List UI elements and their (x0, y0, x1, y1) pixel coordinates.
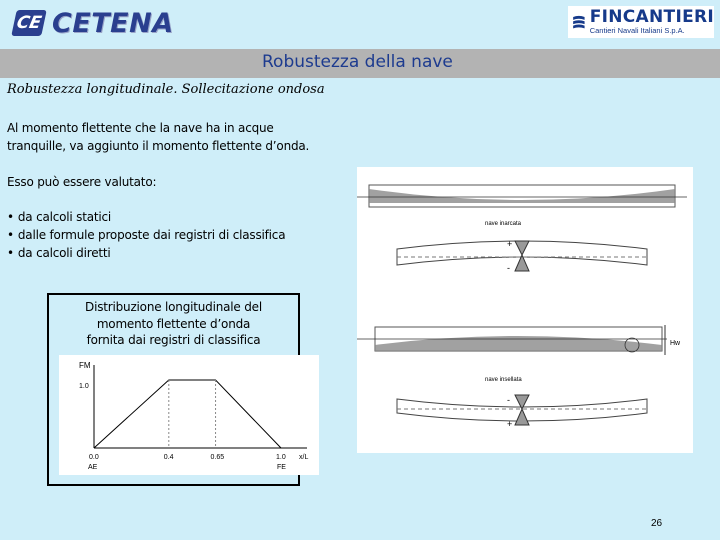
plus-sign: + (507, 419, 513, 429)
minus-sign: - (507, 263, 510, 273)
method-list (7, 208, 285, 262)
bending-moment-graph (59, 355, 319, 475)
page-title: Robustezza della nave (262, 52, 453, 72)
graph-x-tick: 0.0 (89, 454, 99, 461)
distribution-box (47, 293, 309, 486)
cetena-logo (14, 8, 174, 38)
fincantieri-emblem-icon (571, 11, 587, 33)
graph-y-label: FM (79, 361, 91, 370)
fincantieri-subtitle: Cantieri Navali Italiani S.p.A. (589, 26, 685, 35)
intro-line-2: tranquille, va aggiunto il momento flettente d’onda. (7, 139, 310, 153)
list-item: • da calcoli diretti (7, 244, 285, 262)
wave-height-label: Hw (670, 340, 681, 347)
wave-profile-trough (375, 336, 662, 351)
graph-ae-label: AE (88, 464, 98, 471)
page-number: 26 (651, 518, 663, 529)
list-item: • da calcoli statici (7, 208, 285, 226)
list-item: • dalle formule proposte dai registri di classifica (7, 226, 285, 244)
intro-line-1: Al momento flettente che la nave ha in acque (7, 121, 274, 135)
cetena-logo-mark: CE (11, 10, 47, 36)
distribution-caption (49, 299, 298, 349)
minus-sign: - (507, 395, 510, 405)
wave-profile-crest (369, 189, 675, 203)
hogging-stress-top (515, 241, 529, 255)
graph-x-label: x/L (299, 454, 309, 461)
sagging-stress-bottom (515, 409, 529, 425)
fincantieri-logo (568, 6, 714, 38)
distribution-caption-line-1: Distribuzione longitudinale del (85, 300, 262, 314)
evaluation-paragraph: Esso può essere valutato: (7, 175, 157, 189)
graph-x-tick: 0.4 (163, 454, 174, 461)
ship-bending-figure (357, 167, 693, 453)
hogging-caption: nave inarcata (485, 221, 522, 227)
title-bar (0, 49, 720, 78)
section-subtitle: Robustezza longitudinale. Sollecitazione ondosa (7, 82, 325, 97)
graph-fe-label: FE (277, 464, 286, 471)
graph-y-tick: 1.0 (79, 383, 89, 390)
cetena-logo-text: CETENA (52, 7, 174, 39)
graph-x-tick: 1.0 (276, 454, 286, 461)
graph-x-tick: 0.65 (210, 454, 225, 461)
sagging-caption: nave insellata (485, 377, 522, 383)
intro-paragraph (7, 119, 309, 155)
distribution-caption-line-3: fornita dai registri di classifica (86, 333, 261, 347)
fincantieri-name: FINCANTIERI (589, 7, 714, 27)
plus-sign: + (507, 239, 513, 249)
distribution-caption-line-2: momento flettente d’onda (96, 316, 251, 331)
